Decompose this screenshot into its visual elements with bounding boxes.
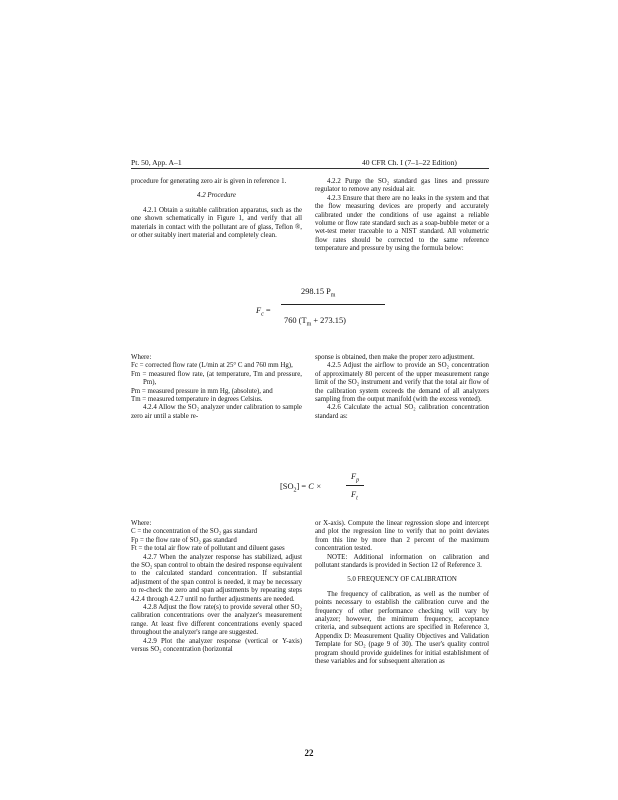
definition: Fp = the flow rate of SO₂ gas standard <box>131 536 237 544</box>
paragraph: 4.2.6 Calculate the actual SO₂ calibration concentration standard as: <box>315 404 489 420</box>
section2-right-column <box>315 354 489 421</box>
equation-numerator: 298.15 $P_m$ <box>301 287 336 299</box>
fraction-bar <box>281 304 385 305</box>
definition: Ft = the total air flow rate of pollutant and diluent gases <box>131 545 285 553</box>
paragraph: procedure for generating zero air is given in reference 1. <box>131 178 287 185</box>
where-label: Where: <box>131 520 152 527</box>
note-text: Additional information on calibration and pollutant standards is provided in Section 12 of Reference 3. <box>315 553 489 570</box>
note-label: NOTE: <box>327 553 348 561</box>
paragraph: 4.2.8 Adjust the flow rate(s) to provide several other SO₂ calibration concentrations over the analyzer's measurement range. At least five different concentrations evenly spaced throughout the analyzer's range are suggested. <box>131 604 302 637</box>
definition: Fm = measured flow rate, (at temperature, Tm and pressure, Pm), <box>131 370 302 387</box>
paragraph: sponse is obtained, then make the proper zero adjustment. <box>315 354 475 361</box>
equation-denominator: 760 $(T_m + 273.15)$ <box>284 316 346 328</box>
page-number: 22 <box>304 748 314 758</box>
paragraph: 4.2.4 Allow the SO₂ analyzer under calibration to sample zero air until a stable re- <box>131 404 302 420</box>
equation-lhs: $F_c$ = <box>256 306 271 318</box>
fraction-bar <box>346 485 364 486</box>
note <box>315 554 489 571</box>
paragraph: 4.2.1 Obtain a suitable calibration apparatus, such as the one shown schematically in Figure 1, and verify that all materials in contact with the pollutant are of glass, Teflon ®, or other suitably inert material and completely clean. <box>131 206 302 240</box>
section-heading: 5.0 FREQUENCY OF CALIBRATION <box>347 576 457 584</box>
paragraph: 4.2.9 Plot the analyzer response (vertical or Y-axis) versus SO₂ concentration (horizontal <box>131 637 302 654</box>
section2-left-column <box>131 354 302 421</box>
running-header-right: 40 CFR Ch. I (7–1–22 Edition) <box>362 158 457 167</box>
definition: Tm = measured temperature in degrees Celsius. <box>131 396 263 404</box>
paragraph: 4.2.5 Adjust the airflow to provide an SO₂ concentration of approximately 80 percent of the upper measurement range limit of the SO₂ instrument and verify that the total air flow of the calibration system exceeds the demand of all analyzers sampling from the output manifold (with the excess vented). <box>315 362 489 404</box>
equation-denominator: $F_t$ <box>351 490 358 502</box>
section3-left-column <box>131 520 302 655</box>
section1-right-column <box>315 178 489 254</box>
header-rule <box>131 168 489 169</box>
paragraph: 4.2.2 Purge the SO₂ standard gas lines and pressure regulator to remove any residual air. <box>315 178 489 194</box>
section-heading: 4.2 Procedure <box>197 192 236 200</box>
running-header-left: Pt. 50, App. A–1 <box>131 158 182 167</box>
definition: C = the concentration of the SO₂ gas standard <box>131 528 258 536</box>
equation-lhs: $[SO_2] = C$ × <box>280 482 322 494</box>
paragraph: 4.2.7 When the analyzer response has stabilized, adjust the SO₂ span control to obtain the desired response equivalent to the calculated standard concentration. If substantial adjustment of the span control is needed, it may be necessary to re-check the zero and span adjustments by repeating steps 4.2.4 through 4.2.7 until no further adjustments are needed. <box>131 553 302 603</box>
paragraph: or X-axis). Compute the linear regression slope and intercept and plot the regression line to verify that no point deviates from this line by more than 2 percent of the maximum concentration tested. <box>315 520 489 553</box>
section1-left-column <box>131 178 302 240</box>
paragraph: 4.2.3 Ensure that there are no leaks in the system and that the flow measuring devices are properly and accurately calibrated under the conditions of use against a reliable volume or flow rate standard such as a soap-bubble meter or a wet-test meter traceable to a NIST standard. All volumetric flow rates should be corrected to the same reference temperature and pressure by using the formula below: <box>315 194 489 253</box>
equation-numerator: $F_p$ <box>351 472 360 484</box>
section3-right-column <box>315 520 489 667</box>
definition: Fc = corrected flow rate (L/min at 25° C and 760 mm Hg), <box>131 362 293 370</box>
paragraph: The frequency of calibration, as well as the number of points necessary to establish the calibration curve and the frequency of other performance checking will vary by analyzer; however, the minimum frequency, acceptance criteria, and subsequent actions are specified in Reference 3, Appendix D: Measurement Quality Objectives and Validation Template for SO₂ (page 9 of 30). The user's quality control program should provide guidelines for initial establishment of these variables and for subsequent alteration as <box>315 590 489 666</box>
definition: Pm = measured pressure in mm Hg, (absolute), and <box>131 387 273 395</box>
where-label: Where: <box>131 354 152 361</box>
